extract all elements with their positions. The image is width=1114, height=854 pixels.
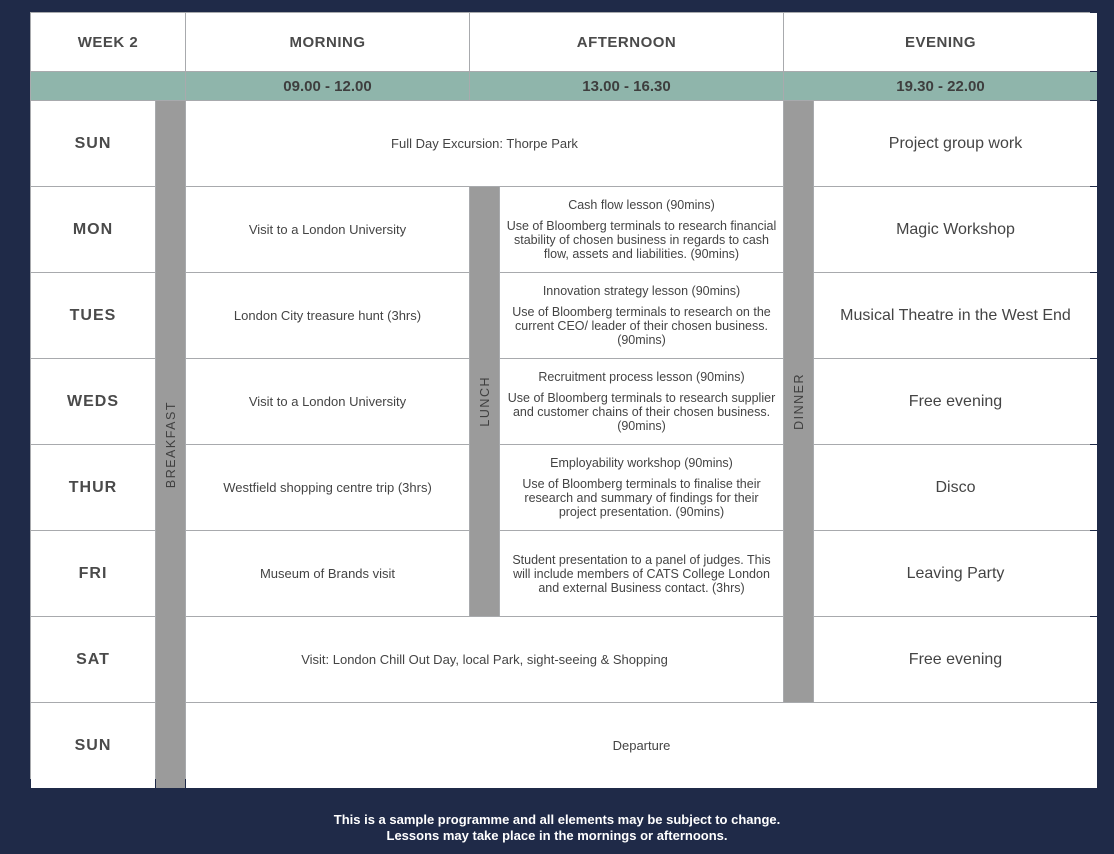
day-label: FRI [31, 531, 155, 616]
day-label: MON [31, 187, 155, 272]
morning-activity: Visit to a London University [186, 359, 469, 444]
week-header: WEEK 2 [31, 13, 185, 71]
afternoon-header: AFTERNOON [470, 13, 783, 71]
lesson-detail: Use of Bloomberg terminals to research on the current CEO/ leader of their chosen business. (90mins) [512, 305, 771, 347]
dinner-bar [784, 101, 813, 702]
morning-activity: Westfield shopping centre trip (3hrs) [186, 445, 469, 530]
day-label: TUES [31, 273, 155, 358]
afternoon-lesson [500, 359, 783, 444]
morning-activity: Museum of Brands visit [186, 531, 469, 616]
lesson-detail: Use of Bloomberg terminals to research supplier and customer chains of their chosen business. (90mins) [507, 391, 776, 433]
lunch-label: LUNCH [477, 376, 492, 427]
timebar-blank [31, 72, 185, 100]
footer-line-2: Lessons may take place in the mornings or afternoons. [386, 828, 728, 843]
full-day-activity: Visit: London Chill Out Day, local Park, sight-seeing & Shopping [186, 617, 783, 702]
footer-note [0, 812, 1114, 844]
day-label: WEDS [31, 359, 155, 444]
morning-time: 09.00 - 12.00 [186, 72, 469, 100]
evening-activity: Magic Workshop [814, 187, 1097, 272]
schedule-table [30, 12, 1090, 779]
lesson-detail: Use of Bloomberg terminals to finalise their research and summary of findings for their project presentation. (90mins) [522, 477, 761, 519]
morning-header: MORNING [186, 13, 469, 71]
evening-time: 19.30 - 22.00 [784, 72, 1097, 100]
lesson-detail: Use of Bloomberg terminals to research financial stability of chosen business in regards to cash flow, assets and liabilities. (90mins) [506, 219, 777, 261]
day-label: THUR [31, 445, 155, 530]
evening-activity: Disco [814, 445, 1097, 530]
departure-activity: Departure [186, 703, 1097, 788]
afternoon-lesson [500, 187, 783, 272]
evening-activity: Free evening [814, 359, 1097, 444]
morning-activity: Visit to a London University [186, 187, 469, 272]
afternoon-time: 13.00 - 16.30 [470, 72, 783, 100]
morning-activity: London City treasure hunt (3hrs) [186, 273, 469, 358]
evening-activity: Leaving Party [814, 531, 1097, 616]
dinner-label: DINNER [791, 373, 806, 430]
day-label: SUN [31, 703, 155, 788]
lesson-title: Innovation strategy lesson (90mins) [542, 284, 741, 298]
lesson-title: Employability workshop (90mins) [550, 456, 733, 470]
full-day-activity: Full Day Excursion: Thorpe Park [186, 101, 783, 186]
lesson-title: Recruitment process lesson (90mins) [538, 370, 745, 384]
afternoon-lesson [500, 273, 783, 358]
footer-line-1: This is a sample programme and all elements may be subject to change. [333, 812, 781, 827]
evening-activity: Musical Theatre in the West End [814, 273, 1097, 358]
breakfast-bar [156, 101, 185, 788]
day-label: SUN [31, 101, 155, 186]
breakfast-label: BREAKFAST [163, 400, 178, 489]
afternoon-lesson [500, 445, 783, 530]
evening-header: EVENING [784, 13, 1097, 71]
lesson-title: Cash flow lesson (90mins) [568, 198, 715, 212]
day-label: SAT [31, 617, 155, 702]
evening-activity: Free evening [814, 617, 1097, 702]
lunch-bar [470, 187, 499, 616]
afternoon-activity: Student presentation to a panel of judges. This will include members of CATS College London and external Business contact. (3hrs) [500, 531, 783, 616]
evening-activity: Project group work [814, 101, 1097, 186]
